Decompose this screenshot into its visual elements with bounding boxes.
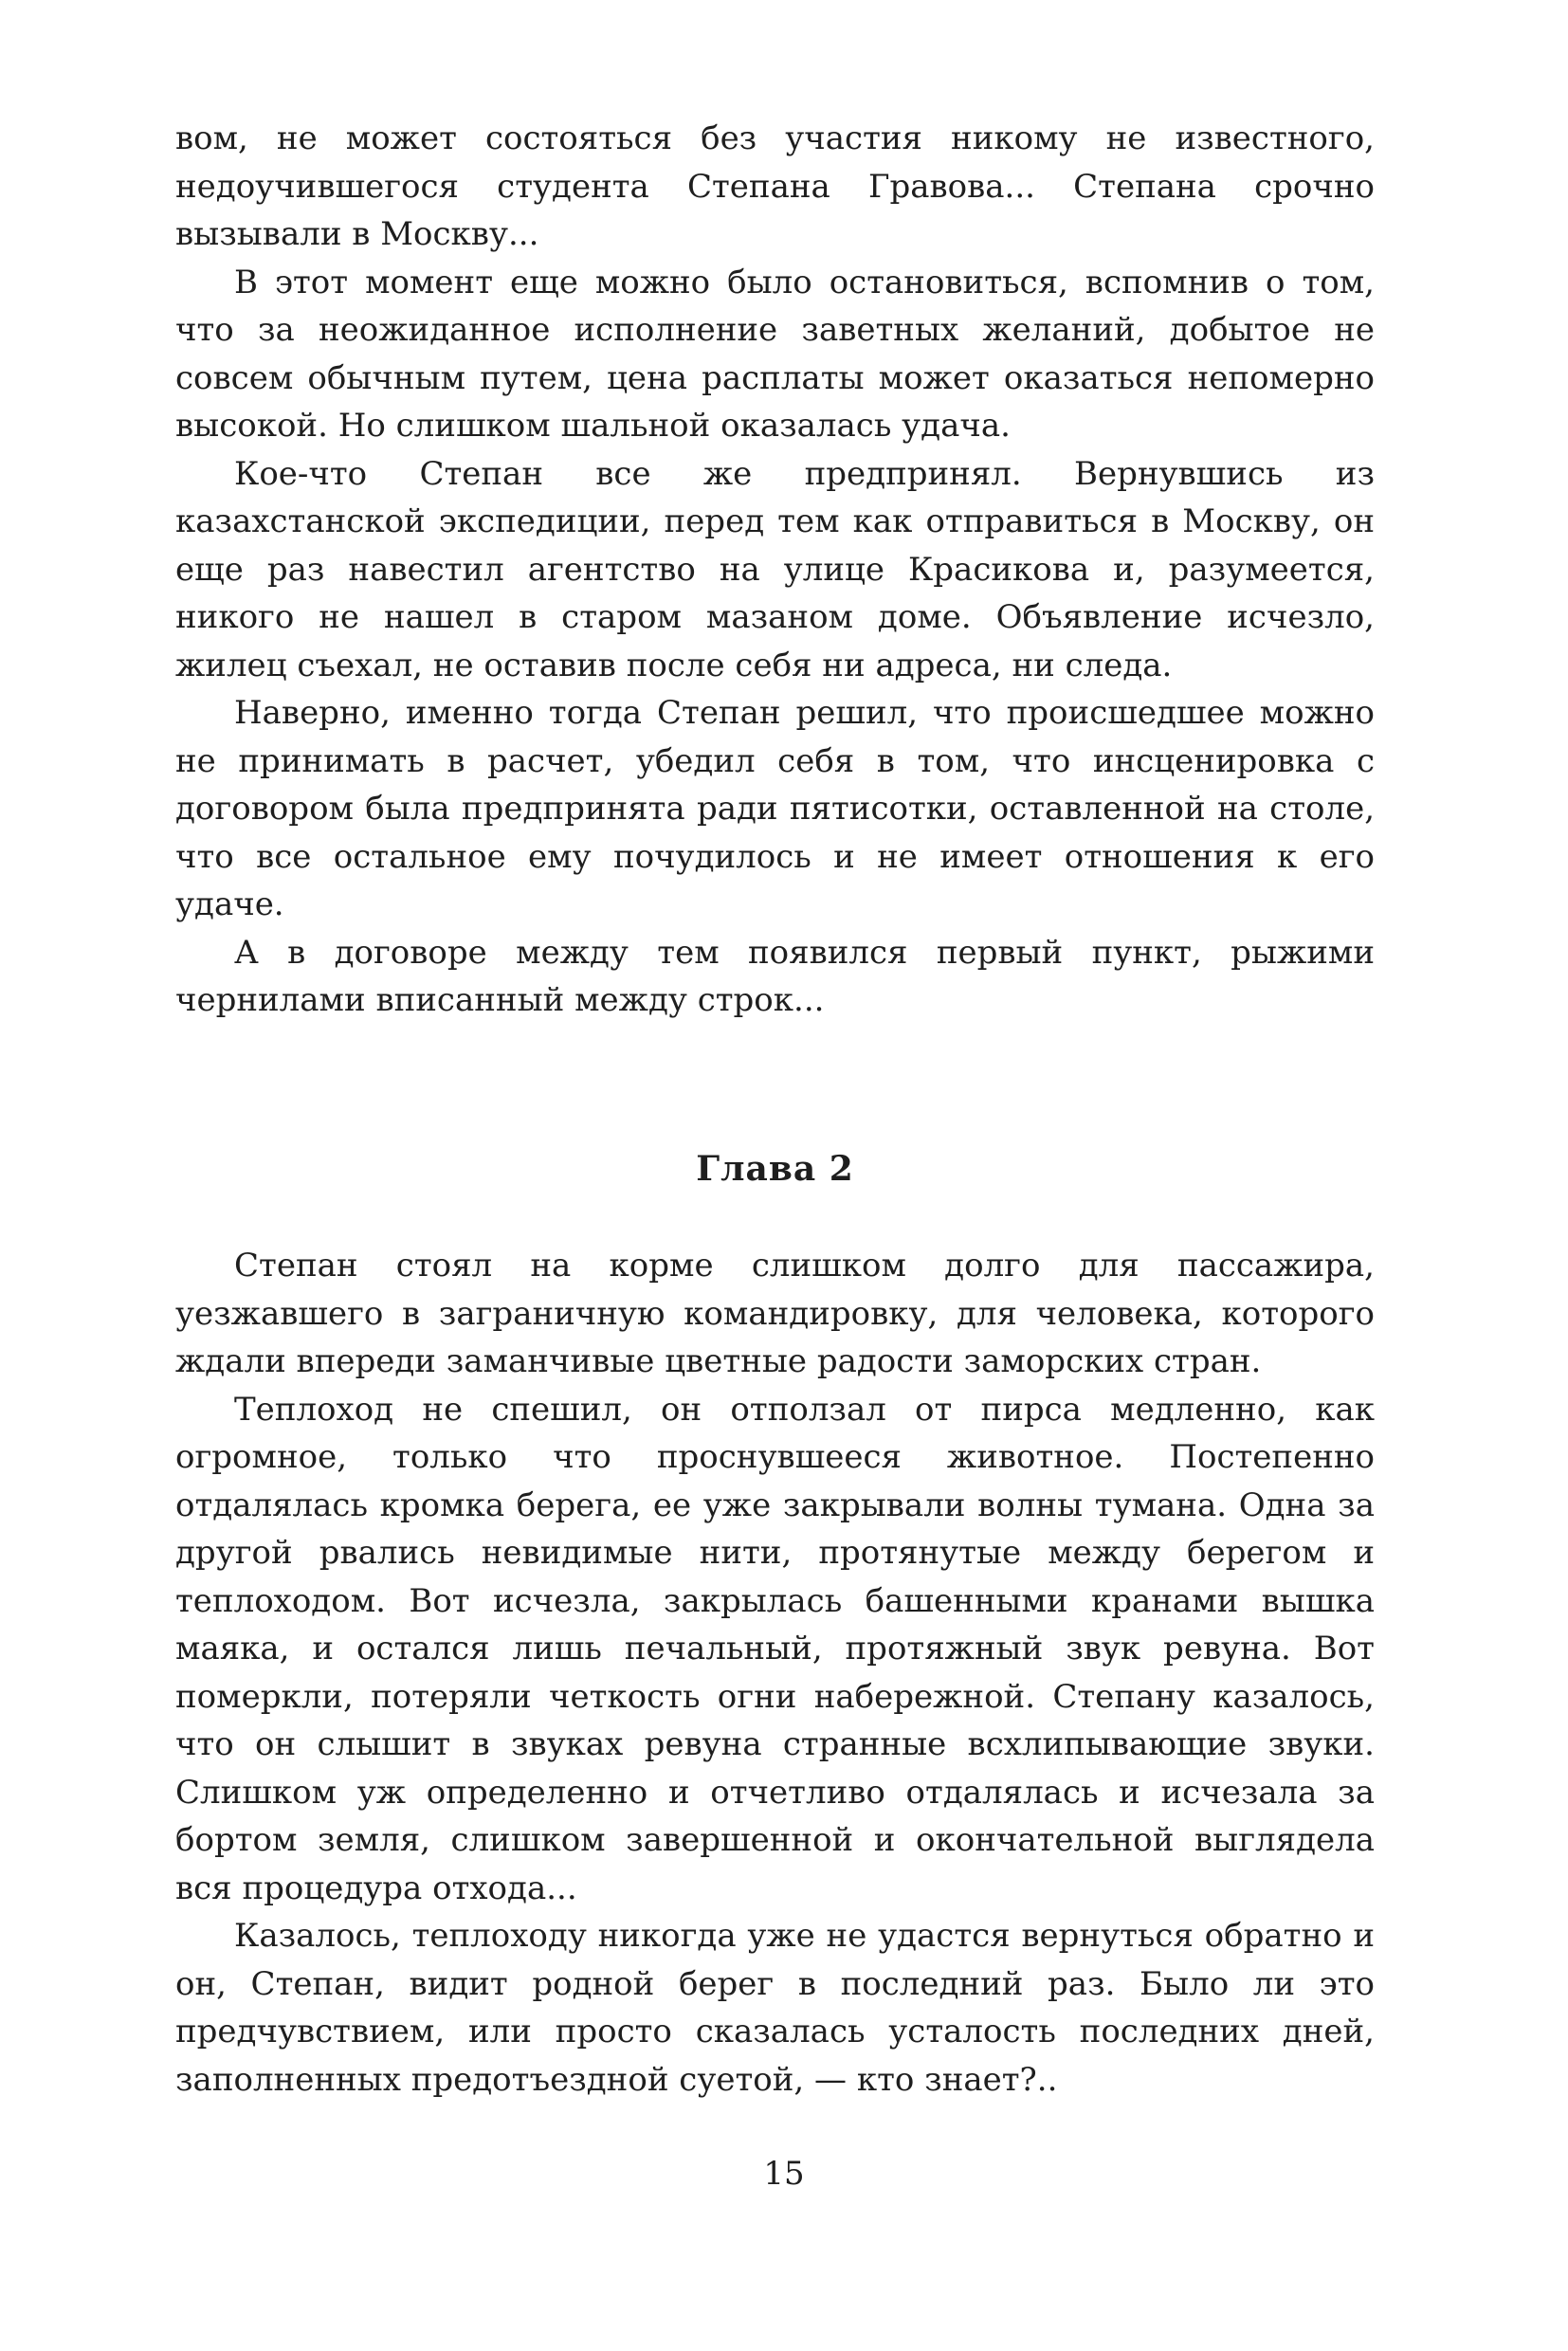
page-number: 15 (763, 2155, 805, 2193)
chapter-heading: Глава 2 (696, 1149, 854, 1189)
paragraph: Теплоход не спешил, он отползал от пирса медленно, как огромное, только что проснувшееся животное. Постепенно отдалялась кромка берега, ее уже закрывали волны тумана. Одна за другой рвались невидимые нити, протянутые между берегом и теплоходом. Вот исчезла, закрылась башенными кранами вышка маяка, и остался лишь печальный, протяжный звук ревуна. Вот померкли, потеряли четкость огни набережной. Степану казалось, что он слышит в звуках ревуна странные всхлипывающие звуки. Слишком уж определенно и отчетливо отдалялась и исчезала за бортом земля, слишком завершенной и окончательной выглядела вся процедура отхода... (175, 1390, 1375, 1907)
paragraph: А в договоре между тем появился первый пункт, рыжими чернилами вписанный между строк... (175, 933, 1375, 1019)
paragraph: Казалось, теплоходу никогда уже не удастся вернуться обратно и он, Степан, видит родной берег в последний раз. Было ли это предчувствием, или просто сказалась усталость последних дней, заполненных предотъездной суетой, — кто знает?.. (175, 1917, 1375, 2099)
paragraph: Степан стоял на корме слишком долго для пассажира, уезжавшего в заграничную командировку, для человека, которого ждали впереди заманчивые цветные радости заморских стран. (175, 1247, 1375, 1380)
paragraph: Кое-что Степан все же предпринял. Вернувшись из казахстанской экспедиции, перед тем как отправиться в Москву, он еще раз навестил агентство на улице Красикова и, разумеется, никого не нашел в старом мазаном доме. Объявление исчезло, жилец съехал, не оставив после себя ни адреса, ни следа. (175, 454, 1375, 684)
paragraph: В этот момент еще можно было остановиться, вспомнив о том, что за неожиданное исполнение заветных желаний, добытое не совсем обычным путем, цена расплаты может оказаться непомерно высокой. Но слишком шальной оказалась удача. (175, 263, 1375, 445)
paragraph: Наверно, именно тогда Степан решил, что происшедшее можно не принимать в расчет, убедил себя в том, что инсценировка с договором была предпринята ради пятисотки, оставленной на столе, что все остальное ему почудилось и не имеет отношения к его удаче. (175, 694, 1375, 923)
paragraph-continued: вом, не может состояться без участия никому не известного, недоучившегося студента Степана Гравова... Степана срочно вызывали в Москву... (175, 119, 1375, 253)
text-block-bottom (175, 1242, 1375, 2104)
text-block-top (175, 115, 1375, 1025)
